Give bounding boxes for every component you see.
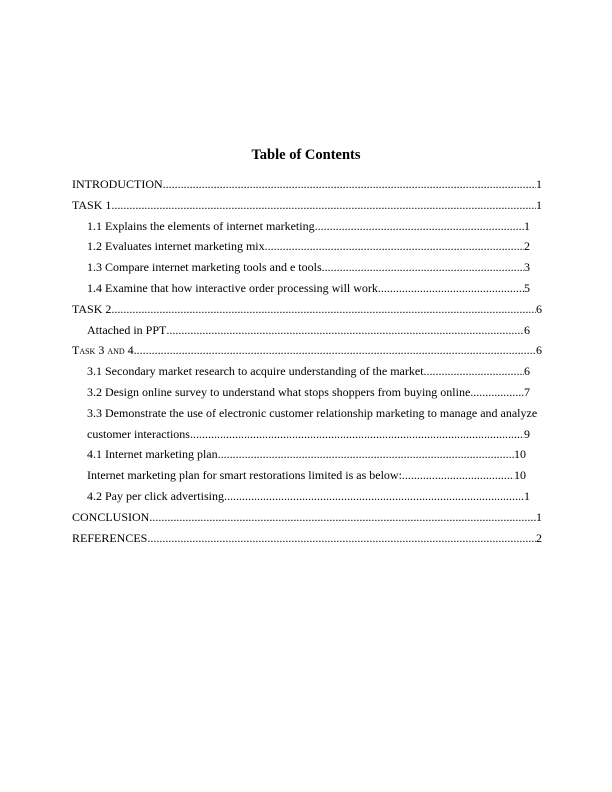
toc-page-number: 7 — [524, 384, 530, 399]
toc-page-number: 10 — [514, 447, 526, 462]
toc-leader-dots — [190, 424, 524, 445]
toc-entry-3-1[interactable] — [72, 361, 542, 382]
toc-entry-label: Attached in PPT — [87, 322, 167, 337]
toc-leader-dots — [378, 278, 524, 299]
toc-leader-dots — [147, 528, 536, 549]
toc-page-number: 1 — [536, 509, 542, 524]
toc-page-number: 1 — [524, 218, 530, 233]
toc-leader-dots — [315, 216, 524, 237]
toc-page-number: 6 — [536, 343, 542, 358]
toc-entry-label: REFERENCES — [72, 530, 148, 545]
toc-title: Table of Contents — [251, 147, 361, 163]
toc-entry-label: 1.3 Compare internet marketing tools and e tools — [87, 260, 322, 275]
toc-page-number: 2 — [536, 530, 542, 545]
toc-page-number: 6 — [524, 322, 530, 337]
toc-leader-dots — [111, 195, 536, 216]
toc-entry-internet-marketing-plan[interactable] — [72, 465, 542, 486]
toc-leader-dots — [224, 486, 524, 507]
toc-leader-dots — [470, 382, 524, 403]
toc-leader-dots — [111, 299, 536, 320]
toc-leader-dots — [218, 444, 514, 465]
toc-entry-label: 3.2 Design online survey to understand what stops shoppers from buying online — [87, 384, 471, 399]
toc-page-number: 1 — [536, 197, 542, 212]
toc-page-number: 5 — [524, 280, 530, 295]
toc-entry-attached-in-ppt[interactable] — [72, 320, 542, 341]
toc-leader-dots — [163, 174, 536, 195]
toc-list — [72, 174, 542, 548]
toc-leader-dots — [402, 465, 514, 486]
toc-entry-label: CONCLUSION — [72, 509, 150, 524]
toc-page-number: 2 — [524, 239, 530, 254]
toc-entry-task-1[interactable] — [72, 195, 542, 216]
toc-entry-1-4[interactable] — [72, 278, 542, 299]
toc-page-number: 1 — [536, 177, 542, 191]
toc-entry-task-3-and-4[interactable] — [72, 340, 542, 361]
toc-page-number: 3 — [524, 260, 530, 275]
toc-leader-dots — [149, 507, 536, 528]
toc-entry-3-3-line-1[interactable]: 3.3 Demonstrate the use of electronic customer relationship marketing to manage and analyze — [87, 405, 538, 420]
toc-entry-label: INTRODUCTION — [72, 177, 163, 191]
toc-entry-1-1[interactable] — [72, 216, 542, 237]
toc-entry-task-2[interactable] — [72, 299, 542, 320]
toc-entry-label: customer interactions — [87, 426, 190, 441]
toc-page-number: 10 — [514, 468, 526, 483]
toc-leader-dots — [322, 257, 524, 278]
toc-entry-conclusion[interactable] — [72, 507, 542, 528]
toc-entry-label: 4.2 Pay per click advertising — [87, 488, 224, 503]
toc-page-number: 6 — [524, 364, 530, 379]
toc-entry-label: TASK 1 — [72, 197, 112, 212]
toc-entry-1-3[interactable] — [72, 257, 542, 278]
toc-page-number: 6 — [536, 301, 542, 316]
toc-leader-dots — [265, 236, 524, 257]
toc-entry-4-1[interactable] — [72, 444, 542, 465]
toc-entry-3-2[interactable] — [72, 382, 542, 403]
toc-entry-label: TASK 2 — [72, 301, 112, 316]
toc-leader-dots — [134, 340, 536, 361]
toc-entry-1-2[interactable] — [72, 236, 542, 257]
toc-entry-label: 1.1 Explains the elements of internet marketing — [87, 218, 315, 233]
toc-entry-label: 1.2 Evaluates internet marketing mix — [87, 239, 265, 254]
toc-entry-label: Internet marketing plan for smart restorations limited is as below: — [87, 468, 402, 483]
toc-page-number: 1 — [524, 488, 530, 503]
toc-entry-label: Task 3 and 4 — [72, 343, 134, 358]
toc-entry-3-3[interactable] — [72, 424, 542, 445]
toc-page-number: 9 — [524, 426, 530, 441]
toc-leader-dots — [424, 361, 524, 382]
toc-entry-label: 4.1 Internet marketing plan — [87, 447, 218, 462]
toc-entry-4-2[interactable] — [72, 486, 542, 507]
toc-entry-references[interactable] — [72, 528, 542, 549]
toc-entry-introduction[interactable] — [72, 174, 542, 195]
toc-entry-label: 1.4 Examine that how interactive order processing will work — [87, 280, 378, 295]
toc-leader-dots — [166, 320, 524, 341]
toc-entry-label: 3.1 Secondary market research to acquire understanding of the market — [87, 364, 424, 379]
